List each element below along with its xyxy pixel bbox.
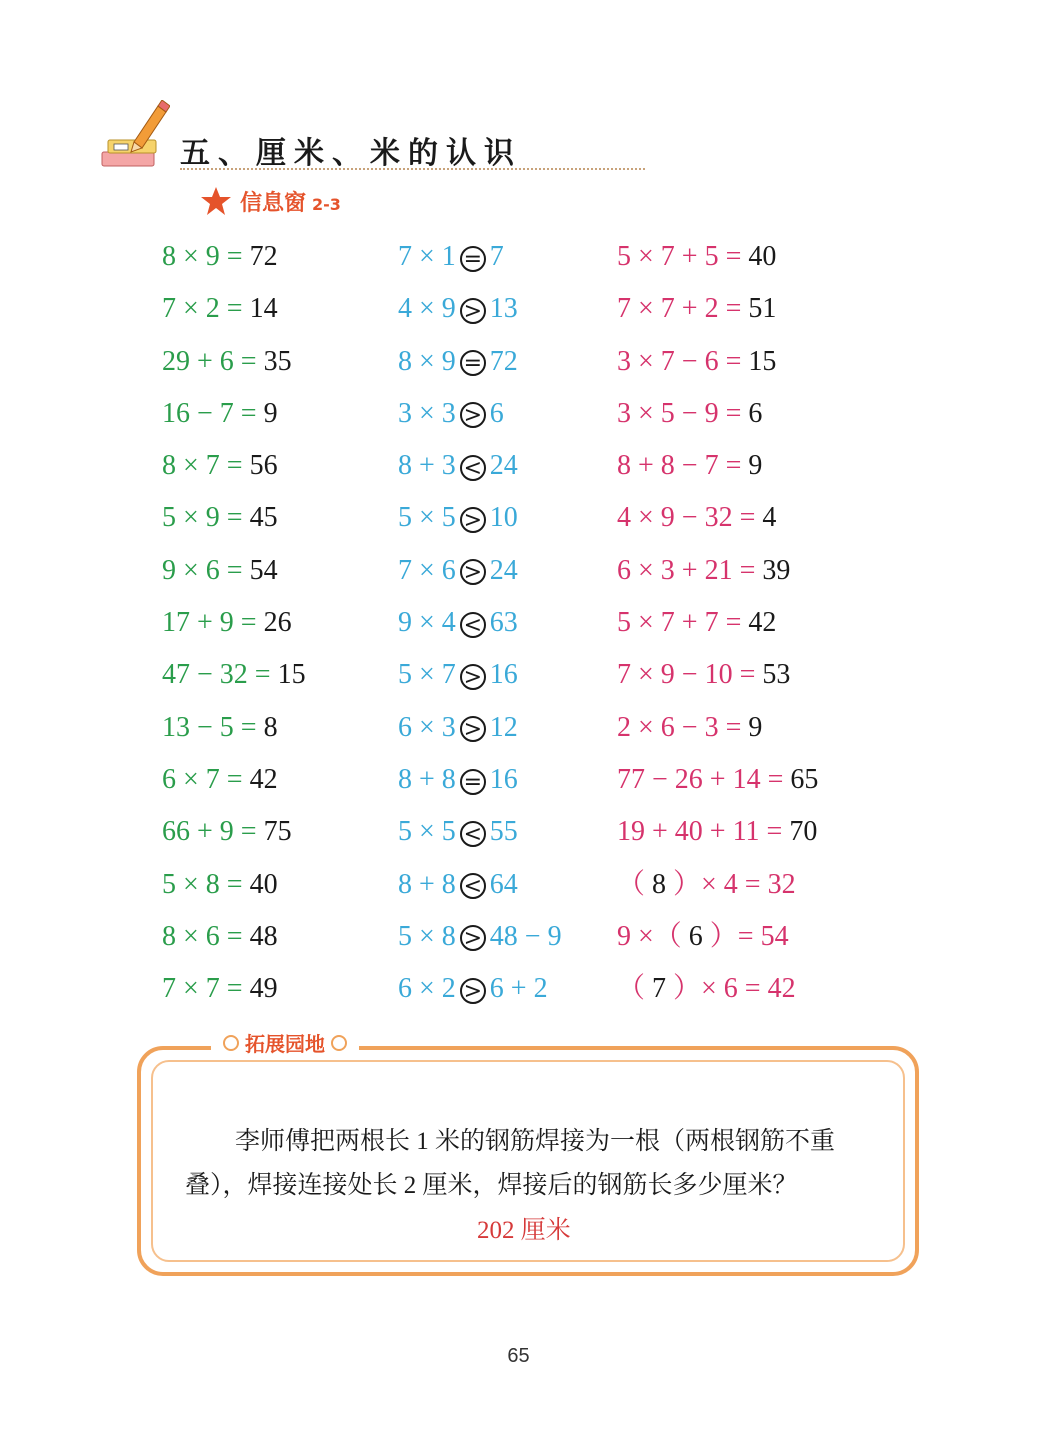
extension-title: 拓展园地 (245, 1032, 325, 1056)
compare-right: 24 (489, 450, 518, 482)
mixed-row (617, 599, 818, 651)
compare-row (398, 390, 562, 442)
compare-left: 9 × 4 (398, 607, 456, 639)
compare-symbol-circle: = (460, 350, 486, 376)
compare-left: 5 × 5 (398, 502, 456, 534)
compare-row (398, 442, 562, 494)
mixed-answer: 9 (748, 450, 763, 482)
equation-answer: 15 (277, 659, 306, 691)
mixed-answer: 42 (748, 607, 777, 639)
dot-icon (331, 1035, 347, 1051)
compare-row (398, 285, 562, 337)
mixed-row (617, 651, 818, 703)
compare-left: 6 × 3 (398, 711, 456, 743)
mixed-row (617, 861, 818, 913)
equation-question: 29 + 6 = (162, 345, 257, 377)
equation-answer: 26 (263, 607, 292, 639)
mixed-question: 7 × 7 + 2 = (617, 293, 742, 325)
equation-row (162, 442, 306, 494)
compare-right: 63 (489, 607, 518, 639)
compare-left: 6 × 2 (398, 973, 456, 1005)
equation-row (162, 285, 306, 337)
column-mixed-operations (617, 233, 818, 1017)
compare-left: 8 × 9 (398, 345, 456, 377)
equation-answer: 14 (249, 293, 278, 325)
equation-answer: 42 (249, 763, 278, 795)
compare-right: 55 (489, 816, 518, 848)
compare-row (398, 651, 562, 703)
compare-right: 12 (489, 711, 518, 743)
equation-question: 7 × 7 = (162, 973, 243, 1005)
extension-problem: 李师傅把两根长 1 米的钢筋焊接为一根（两根钢筋不重叠），焊接连接处长 2 厘米，焊接后的钢筋长多少厘米？ (185, 1128, 836, 1199)
compare-left: 7 × 6 (398, 554, 456, 586)
mixed-row (617, 756, 818, 808)
equation-question: 66 + 9 = (162, 816, 257, 848)
mixed-answer: 7 (652, 973, 667, 1005)
compare-right: 13 (489, 293, 518, 325)
mixed-answer: 51 (748, 293, 777, 325)
equation-row (162, 390, 306, 442)
compare-symbol-circle: > (460, 716, 486, 742)
column-compare (398, 233, 562, 1017)
compare-row (398, 599, 562, 651)
mixed-question: 5 × 7 + 7 = (617, 607, 742, 639)
equation-answer: 72 (249, 241, 278, 272)
mixed-answer: 40 (748, 241, 777, 272)
section-number: 2-3 (312, 195, 341, 214)
pencil-books-icon (100, 100, 170, 175)
compare-left: 7 × 1 (398, 241, 456, 272)
mixed-question: 77 − 26 + 14 = (617, 763, 784, 795)
column-basic-arithmetic (162, 233, 306, 1017)
compare-left: 8 + 8 (398, 763, 456, 795)
equation-question: 8 × 9 = (162, 241, 243, 272)
equation-row (162, 965, 306, 1017)
equation-question: 8 × 7 = (162, 450, 243, 482)
equation-answer: 56 (249, 450, 278, 482)
compare-right: 6 (489, 397, 504, 429)
equation-question: 7 × 2 = (162, 293, 243, 325)
equation-row (162, 913, 306, 965)
section-title (240, 186, 341, 217)
compare-right: 64 (489, 868, 518, 900)
compare-left: 5 × 8 (398, 920, 456, 952)
mixed-row (617, 808, 818, 860)
compare-row (398, 494, 562, 546)
compare-symbol-circle: < (460, 455, 486, 481)
extension-box (137, 1032, 919, 1276)
mixed-answer: 53 (762, 659, 791, 691)
compare-symbol-circle: > (460, 559, 486, 585)
compare-row (398, 704, 562, 756)
equation-answer: 45 (249, 502, 278, 534)
mixed-answer: 8 (652, 868, 667, 900)
compare-symbol-circle: < (460, 873, 486, 899)
compare-symbol-circle: < (460, 612, 486, 638)
compare-row (398, 808, 562, 860)
mixed-question: 19 + 40 + 11 = (617, 816, 783, 848)
compare-symbol-circle: > (460, 925, 486, 951)
dot-icon (223, 1035, 239, 1051)
compare-left: 3 × 3 (398, 397, 456, 429)
mixed-row (617, 233, 818, 285)
compare-right: 16 (489, 763, 518, 795)
compare-row (398, 756, 562, 808)
star-icon (200, 186, 232, 216)
equation-answer: 8 (263, 711, 278, 743)
equation-row (162, 704, 306, 756)
compare-symbol-circle: > (460, 664, 486, 690)
equation-answer: 48 (249, 920, 278, 952)
compare-left: 5 × 7 (398, 659, 456, 691)
compare-symbol-circle: < (460, 821, 486, 847)
compare-symbol-circle: > (460, 298, 486, 324)
equation-row (162, 547, 306, 599)
compare-left: 8 + 3 (398, 450, 456, 482)
compare-right: 24 (489, 554, 518, 586)
mixed-answer: 6 (688, 920, 703, 952)
mixed-row (617, 704, 818, 756)
equation-row (162, 599, 306, 651)
compare-left: 5 × 5 (398, 816, 456, 848)
compare-right: 16 (489, 659, 518, 691)
mixed-answer: 65 (790, 763, 819, 795)
equation-question: 9 × 6 = (162, 554, 243, 586)
equation-question: 5 × 8 = (162, 868, 243, 900)
chapter-title: 五、厘米、米的认识 (180, 136, 522, 171)
compare-left: 8 + 8 (398, 868, 456, 900)
mixed-suffix: ）× 6 = 42 (673, 973, 796, 1005)
compare-row (398, 913, 562, 965)
chapter-header (100, 100, 550, 180)
compare-right: 7 (489, 241, 504, 272)
equation-row (162, 494, 306, 546)
equation-row (162, 233, 306, 285)
compare-symbol-circle: = (460, 246, 486, 272)
compare-right: 6 + 2 (489, 973, 548, 1005)
equation-row (162, 861, 306, 913)
equation-answer: 49 (249, 973, 278, 1005)
mixed-question: 5 × 7 + 5 = (617, 241, 742, 272)
compare-right: 48 − 9 (489, 920, 562, 952)
equation-question: 17 + 9 = (162, 607, 257, 639)
compare-left: 4 × 9 (398, 293, 456, 325)
compare-symbol-circle: = (460, 769, 486, 795)
equation-row (162, 756, 306, 808)
mixed-question: 3 × 7 − 6 = (617, 345, 742, 377)
compare-symbol-circle: > (460, 402, 486, 428)
equation-question: 13 − 5 = (162, 711, 257, 743)
mixed-question: 3 × 5 − 9 = (617, 397, 742, 429)
mixed-question: （ (617, 973, 646, 1005)
mixed-row (617, 442, 818, 494)
mixed-suffix: ）= 54 (709, 920, 789, 952)
compare-right: 10 (489, 502, 518, 534)
equation-question: 8 × 6 = (162, 920, 243, 952)
mixed-row (617, 913, 818, 965)
equation-answer: 40 (249, 868, 278, 900)
mixed-question: 7 × 9 − 10 = (617, 659, 756, 691)
mixed-row (617, 338, 818, 390)
mixed-suffix: ）× 4 = 32 (673, 868, 796, 900)
compare-row (398, 233, 562, 285)
mixed-answer: 15 (748, 345, 777, 377)
mixed-question: 8 + 8 − 7 = (617, 450, 742, 482)
mixed-answer: 4 (762, 502, 777, 534)
compare-row (398, 338, 562, 390)
mixed-question: 2 × 6 − 3 = (617, 711, 742, 743)
equation-row (162, 651, 306, 703)
mixed-question: （ (617, 868, 646, 900)
compare-row (398, 547, 562, 599)
compare-row (398, 861, 562, 913)
compare-symbol-circle: > (460, 978, 486, 1004)
mixed-row (617, 285, 818, 337)
section-title-text: 信息窗 (240, 191, 307, 216)
equation-answer: 75 (263, 816, 292, 848)
mixed-answer: 39 (762, 554, 791, 586)
equation-answer: 9 (263, 397, 278, 429)
compare-right: 72 (489, 345, 518, 377)
extension-answer: 202 厘米 (477, 1217, 571, 1244)
compare-row (398, 965, 562, 1017)
page-number: 65 (507, 1345, 530, 1367)
mixed-answer: 9 (748, 711, 763, 743)
mixed-row (617, 547, 818, 599)
compare-symbol-circle: > (460, 507, 486, 533)
equation-answer: 35 (263, 345, 292, 377)
mixed-question: 6 × 3 + 21 = (617, 554, 756, 586)
mixed-row (617, 390, 818, 442)
mixed-question: 4 × 9 − 32 = (617, 502, 756, 534)
mixed-row (617, 494, 818, 546)
equation-answer: 54 (249, 554, 278, 586)
equation-row (162, 808, 306, 860)
equation-question: 47 − 32 = (162, 659, 271, 691)
equation-question: 6 × 7 = (162, 763, 243, 795)
mixed-answer: 70 (789, 816, 818, 848)
mixed-row (617, 965, 818, 1017)
mixed-answer: 6 (748, 397, 763, 429)
equation-row (162, 338, 306, 390)
mixed-question: 9 ×（ (617, 920, 682, 952)
equation-question: 16 − 7 = (162, 397, 257, 429)
extension-title-wrap (211, 1028, 359, 1057)
title-underline (180, 168, 645, 170)
equation-question: 5 × 9 = (162, 502, 243, 534)
